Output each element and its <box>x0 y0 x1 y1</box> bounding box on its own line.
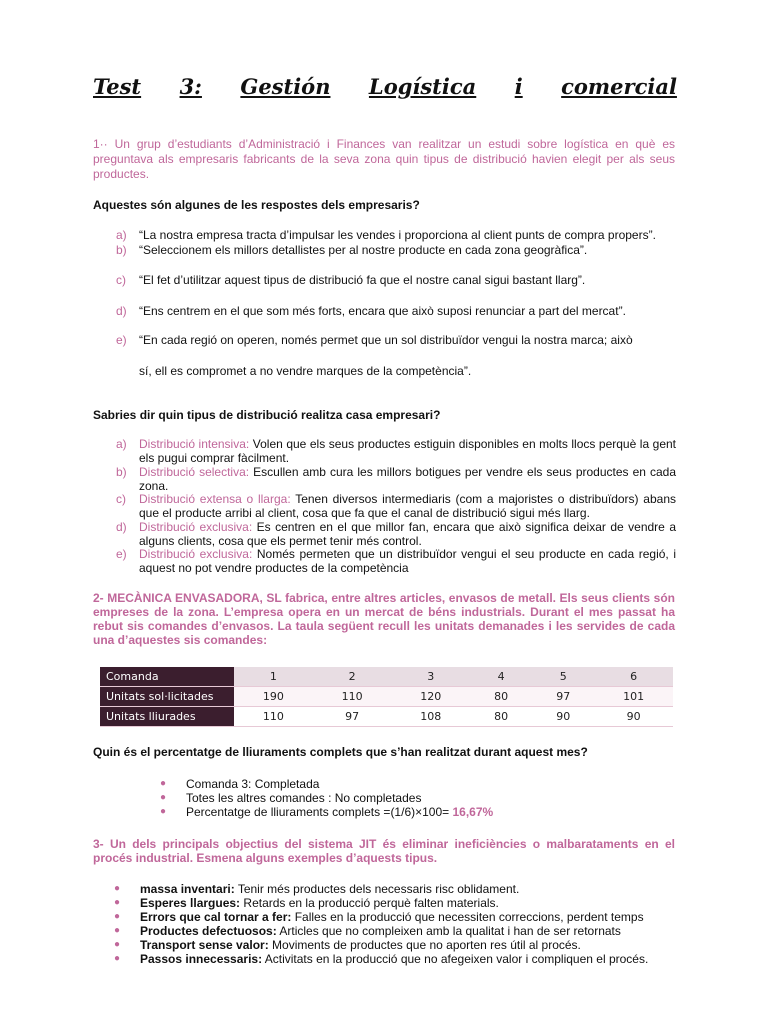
bullet-text: Activitats en la producció que no afegeixen valor i compliquen el procés. <box>262 952 649 966</box>
answer-letter: c) <box>116 273 126 287</box>
table-cell: 108 <box>391 707 470 727</box>
bullet-item <box>114 910 644 924</box>
title-word: Gestión <box>240 74 331 99</box>
solution-letter: c) <box>116 492 126 506</box>
answer-item <box>116 273 676 287</box>
answer-text: “La nostra empresa tracta d’impulsar les vendes i proporciona al client punts de compra propers”. <box>139 228 656 242</box>
bullet-icon: ● <box>160 778 167 789</box>
bullet-term: Productes defectuosos: <box>140 924 277 938</box>
bullet-icon: ● <box>114 911 121 922</box>
table-cell: 6 <box>594 667 673 687</box>
table-cell: 80 <box>470 687 532 707</box>
table-cell: 5 <box>532 667 594 687</box>
bullet-text: Articles que no compleixen amb la qualitat i han de ser retornats <box>276 924 621 938</box>
table-cell: 1 <box>234 667 313 687</box>
table-header-cell: Unitats sol·licitades <box>100 687 234 707</box>
solution-text: Tenen diversos intermediaris (com a majoristes o distribuïdors) abans que el producte arribi al client, cosa que fa que el canal de distribució sigui més llarg. <box>139 492 676 520</box>
bullet-item <box>114 882 519 896</box>
bullet-item <box>114 952 648 966</box>
bullet-icon: ● <box>114 953 121 964</box>
bullet-item <box>114 924 621 938</box>
solution-item <box>116 520 676 548</box>
bullet-item <box>114 938 581 952</box>
table-cell: 90 <box>594 707 673 727</box>
solution-item <box>116 465 676 493</box>
solution-type: Distribució extensa o llarga: <box>139 492 291 506</box>
solution-text: Escullen amb cura les millors botigues per vendre els seus productes en cada zona. <box>139 465 676 493</box>
bullet-text: Comanda 3: Completada <box>186 777 320 791</box>
question-2-question: Quin és el percentatge de lliuraments complets que s’han realitzat durant aquest mes? <box>93 745 588 759</box>
question-1-question: Sabries dir quin tipus de distribució realitza casa empresari? <box>93 408 441 422</box>
table-row <box>100 667 673 687</box>
table-cell: 110 <box>234 707 313 727</box>
table-row <box>100 687 673 707</box>
table-cell: 97 <box>313 707 392 727</box>
answer-letter: b) <box>116 243 127 257</box>
table-cell: 97 <box>532 687 594 707</box>
answer-item-continuation <box>116 364 676 378</box>
solution-text: Volen que els seus productes estiguin disponibles en molts llocs perquè la gent els pugui comprar fàcilment. <box>139 437 677 465</box>
answer-text: “Seleccionem els millors detallistes per al nostre producte en cada zona geogràfica”. <box>139 243 588 257</box>
table-header-cell: Unitats lliurades <box>100 707 234 727</box>
answer-text: “En cada regió on operen, només permet que un sol distribuïdor vengui la nostra marca; això <box>139 333 633 347</box>
bullet-item <box>160 791 421 805</box>
bullet-item <box>160 777 319 791</box>
bullet-icon: ● <box>114 883 121 894</box>
bullet-icon: ● <box>114 939 121 950</box>
answer-item <box>116 304 676 318</box>
question-3-intro: 3- Un dels principals objectius del sistema JIT és eliminar ineficiències o malbarataments en el procés industrial. Esmena alguns exemples d’aquests tipus. <box>93 837 675 865</box>
solution-text: Només permeten que un distribuïdor vengui el seu producte en cada regió, i aquest no pot vendre productes de la competència <box>139 547 676 575</box>
solution-letter: b) <box>116 465 127 479</box>
bullet-term: massa inventari: <box>140 882 235 896</box>
table-row <box>100 707 673 727</box>
title-word: 3: <box>179 74 202 99</box>
answer-item <box>116 333 676 347</box>
question-1-subheading: Aquestes són algunes de les respostes dels empresaris? <box>93 198 420 212</box>
solution-letter: e) <box>116 547 127 561</box>
answer-letter: a) <box>116 228 127 242</box>
question-1-intro: 1·· Un grup d’estudiants d’Administració i Finances van realitzar un estudi sobre logística en què es preguntava als empresaris fabricants de la seva zona quin tipus de distribució havien elegit per als seus productes. <box>93 137 675 181</box>
answer-text: “Ens centrem en el que som més forts, encara que això suposi renunciar a part del mercat”. <box>139 304 626 318</box>
table-cell: 80 <box>470 707 532 727</box>
bullet-text: Moviments de productes que no aporten res útil al procés. <box>268 938 581 952</box>
table-cell: 101 <box>594 687 673 707</box>
solution-text: Es centren en el que millor fan, encara que això significa deixar de vendre a alguns clients, cosa que els permet tenir més control. <box>139 520 676 548</box>
table-cell: 110 <box>313 687 392 707</box>
table-cell: 190 <box>234 687 313 707</box>
percentage-value: 16,67% <box>452 805 494 819</box>
bullet-term: Transport sense valor: <box>140 938 269 952</box>
bullet-text: Falles en la producció que necessiten correccions, perdent temps <box>291 910 644 924</box>
table-cell: 3 <box>391 667 470 687</box>
answer-item <box>116 228 676 242</box>
orders-table <box>100 667 673 727</box>
title-word: comercial <box>561 74 677 99</box>
table-cell: 90 <box>532 707 594 727</box>
solution-item <box>116 492 676 520</box>
bullet-term: Errors que cal tornar a fer: <box>140 910 292 924</box>
bullet-icon: ● <box>114 925 121 936</box>
answer-text: “El fet d’utilitzar aquest tipus de distribució fa que el nostre canal sigui bastant llarg”. <box>139 273 586 287</box>
bullet-text: Totes les altres comandes : No completades <box>186 791 422 805</box>
title-word: Test <box>93 74 142 99</box>
answer-letter: d) <box>116 304 127 318</box>
bullet-item <box>114 896 499 910</box>
answer-text: sí, ell es compromet a no vendre marques de la competència”. <box>139 364 472 378</box>
answer-item <box>116 243 676 257</box>
bullet-icon: ● <box>160 806 167 817</box>
solution-item <box>116 547 676 575</box>
bullet-icon: ● <box>114 897 121 908</box>
solution-letter: d) <box>116 520 127 534</box>
table-cell: 120 <box>391 687 470 707</box>
percentage-formula: Percentatge de lliuraments complets =(1/6)×100= <box>186 805 453 819</box>
title-word: Logística <box>368 74 477 99</box>
bullet-term: Passos innecessaris: <box>140 952 263 966</box>
bullet-text: Retards en la producció perquè falten materials. <box>240 896 499 910</box>
table-cell: 4 <box>470 667 532 687</box>
bullet-item <box>160 805 493 819</box>
title-word: i <box>514 74 523 99</box>
page-title <box>93 74 677 99</box>
table-cell: 2 <box>313 667 392 687</box>
solution-type: Distribució exclusiva: <box>139 520 253 534</box>
solution-type: Distribució selectiva: <box>139 465 250 479</box>
answer-letter: e) <box>116 333 127 347</box>
solution-letter: a) <box>116 437 127 451</box>
bullet-icon: ● <box>160 792 167 803</box>
bullet-term: Esperes llargues: <box>140 896 241 910</box>
solution-type: Distribució exclusiva: <box>139 547 253 561</box>
question-2-intro: 2- MECÀNICA ENVASADORA, SL fabrica, entre altres articles, envasos de metall. Els seus clients són empreses de la zona. L’empresa opera en un mercat de béns industrials. Durant el mes passat ha rebut sis comandes d’envasos. La taula següent recull les unitats demanades i les servides de cada una d’aquestes sis comandes: <box>93 591 675 647</box>
solution-item <box>116 437 676 465</box>
table-header-cell: Comanda <box>100 667 234 687</box>
bullet-text: Tenir més productes dels necessaris risc oblidament. <box>234 882 520 896</box>
solution-type: Distribució intensiva: <box>139 437 250 451</box>
